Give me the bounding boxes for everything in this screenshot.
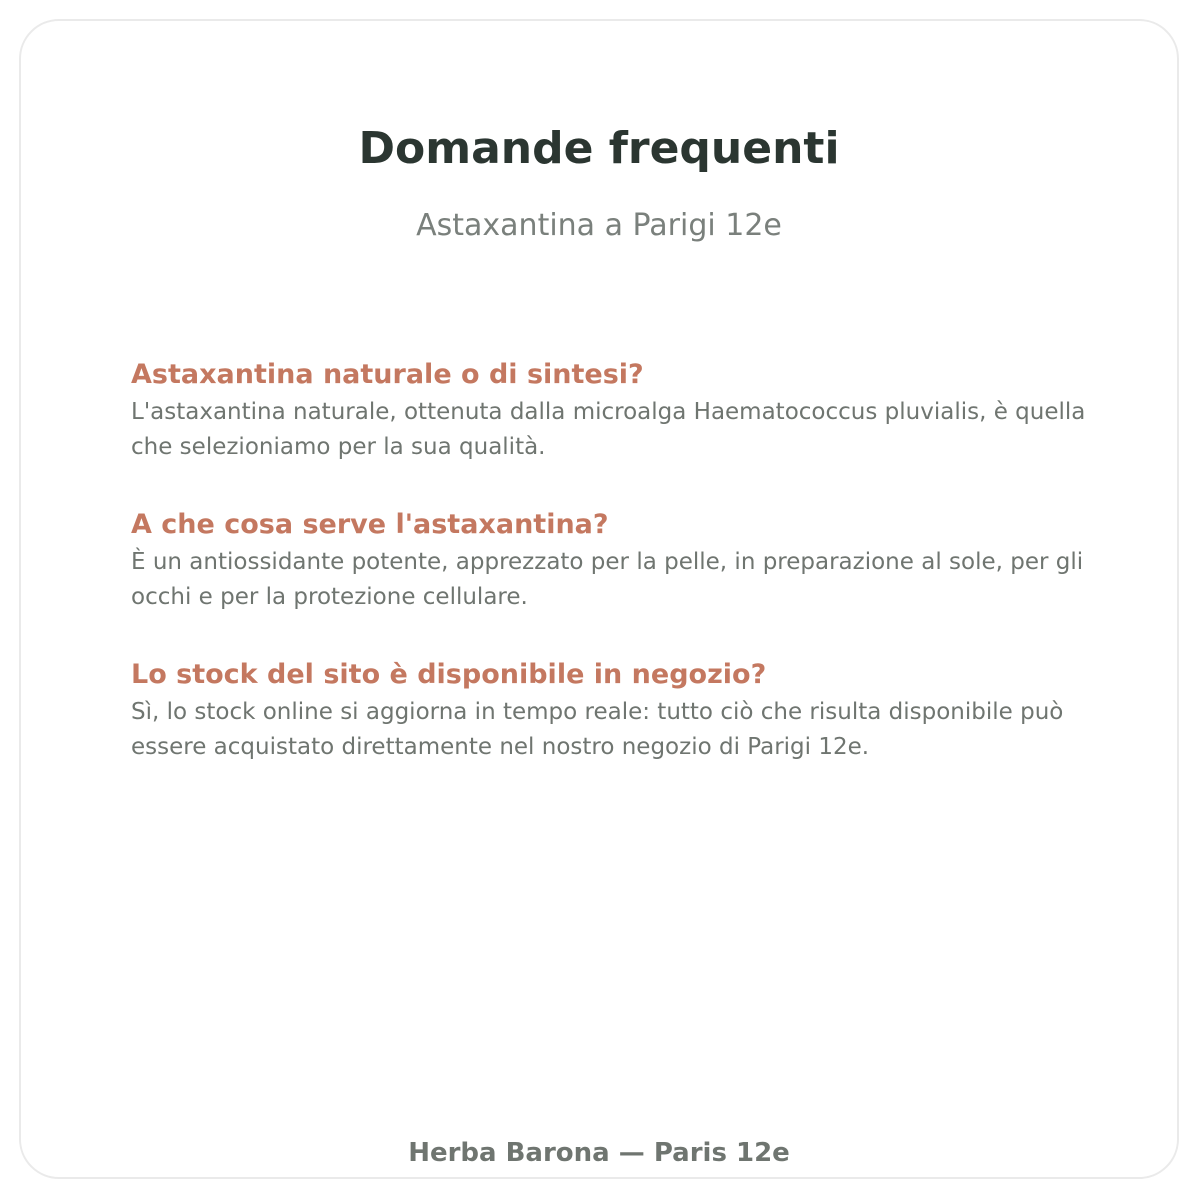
faq-list (131, 355, 1121, 805)
faq-answer: È un antiossidante potente, apprezzato per la pelle, in preparazione al sole, per gli occhi e per la protezione cellulare. (131, 549, 1084, 610)
faq-question: A che cosa serve l'astaxantina? (131, 509, 609, 540)
footer-brand: Herba Barona — Paris 12e (408, 1138, 790, 1168)
faq-question: Lo stock del sito è disponibile in negozio? (131, 659, 767, 690)
faq-answer: Sì, lo stock online si aggiorna in tempo reale: tutto ciò che risulta disponibile può essere acquistato direttamente nel nostro negozio di Parigi 12e. (131, 699, 1064, 760)
faq-answer: L'astaxantina naturale, ottenuta dalla microalga Haematococcus pluvialis, è quella che selezioniamo per la sua qualità. (131, 399, 1086, 460)
faq-item (131, 505, 1121, 615)
faq-item (131, 355, 1121, 465)
faq-item (131, 655, 1121, 765)
faq-card (19, 19, 1179, 1179)
page-title: Domande frequenti (358, 123, 840, 174)
page-subtitle: Astaxantina a Parigi 12e (416, 208, 782, 243)
faq-question: Astaxantina naturale o di sintesi? (131, 359, 644, 390)
